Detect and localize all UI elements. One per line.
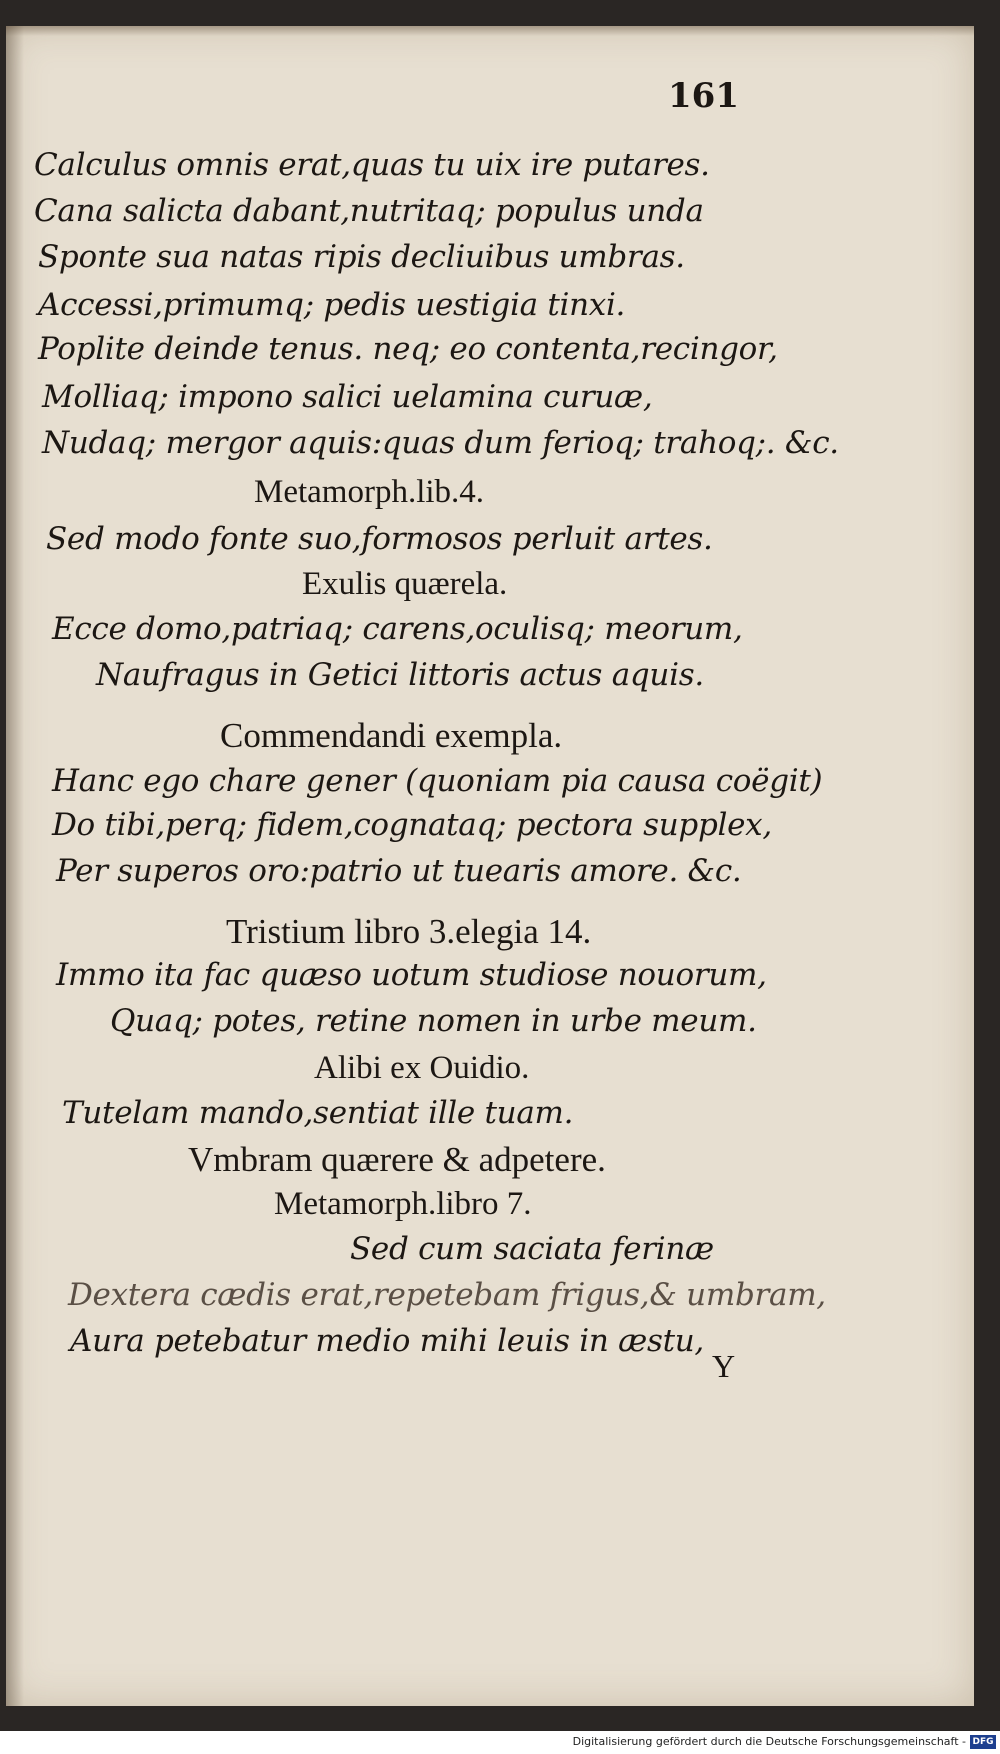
- text-line: Ecce domo,patriaq; carens,oculisq; meorum,: [52, 611, 743, 647]
- text-line: Do tibi,perq; fidem,cognataq; pectora supplex,: [52, 807, 772, 843]
- page-number: 161: [668, 76, 739, 116]
- digitization-footer: [0, 1731, 1000, 1754]
- section-heading: Vmbram quærere & adpetere.: [188, 1140, 606, 1179]
- text-line: Sed cum saciata ferinæ: [350, 1231, 714, 1267]
- text-line: Tutelam mando,sentiat ille tuam.: [62, 1095, 574, 1131]
- text-line: Poplite deinde tenus. neq; eo contenta,recingor,: [38, 331, 778, 367]
- text-line: Dextera cædis erat,repetebam frigus,& umbram,: [68, 1277, 826, 1313]
- text-line: Cana salicta dabant,nutritaq; populus unda: [34, 193, 704, 229]
- footer-credit: Digitalisierung gefördert durch die Deutsche Forschungsgemeinschaft -: [572, 1735, 966, 1748]
- text-line: Quaq; potes, retine nomen in urbe meum.: [110, 1003, 757, 1039]
- text-line: Aura petebatur medio mihi leuis in æstu,: [70, 1323, 704, 1359]
- text-line: Sponte sua natas ripis decliuibus umbras.: [38, 239, 685, 275]
- page-top-edge: [6, 26, 974, 36]
- text-line: Calculus omnis erat,quas tu uix ire putares.: [34, 147, 710, 183]
- section-heading: Metamorph.lib.4.: [254, 474, 485, 510]
- section-heading: Alibi ex Ouidio.: [314, 1050, 530, 1086]
- section-heading: Tristium libro 3.elegia 14.: [226, 912, 592, 951]
- section-heading: Metamorph.libro 7.: [274, 1186, 532, 1222]
- text-line: Naufragus in Getici littoris actus aquis.: [96, 657, 704, 693]
- text-line: Hanc ego chare gener (quoniam pia causa coëgit): [52, 763, 823, 799]
- text-line: Molliaq; impono salici uelamina curuæ,: [42, 379, 653, 415]
- section-heading: Commendandi exempla.: [220, 716, 563, 755]
- text-line: Per superos oro:patrio ut tuearis amore. &c.: [56, 853, 742, 889]
- text-line: Sed modo fonte suo,formosos perluit artes.: [46, 521, 713, 557]
- text-line: Nudaq; mergor aquis:quas dum ferioq; trahoq;. &c.: [42, 425, 839, 461]
- section-heading: Exulis quærela.: [302, 566, 508, 602]
- text-line: Immo ita fac quæso uotum studiose nouorum,: [56, 957, 767, 993]
- text-line: Accessi,primumq; pedis uestigia tinxi.: [38, 287, 626, 323]
- dfg-logo: DFG: [970, 1735, 996, 1749]
- spine-shadow: [6, 26, 24, 1706]
- signature-mark: Y: [712, 1348, 736, 1384]
